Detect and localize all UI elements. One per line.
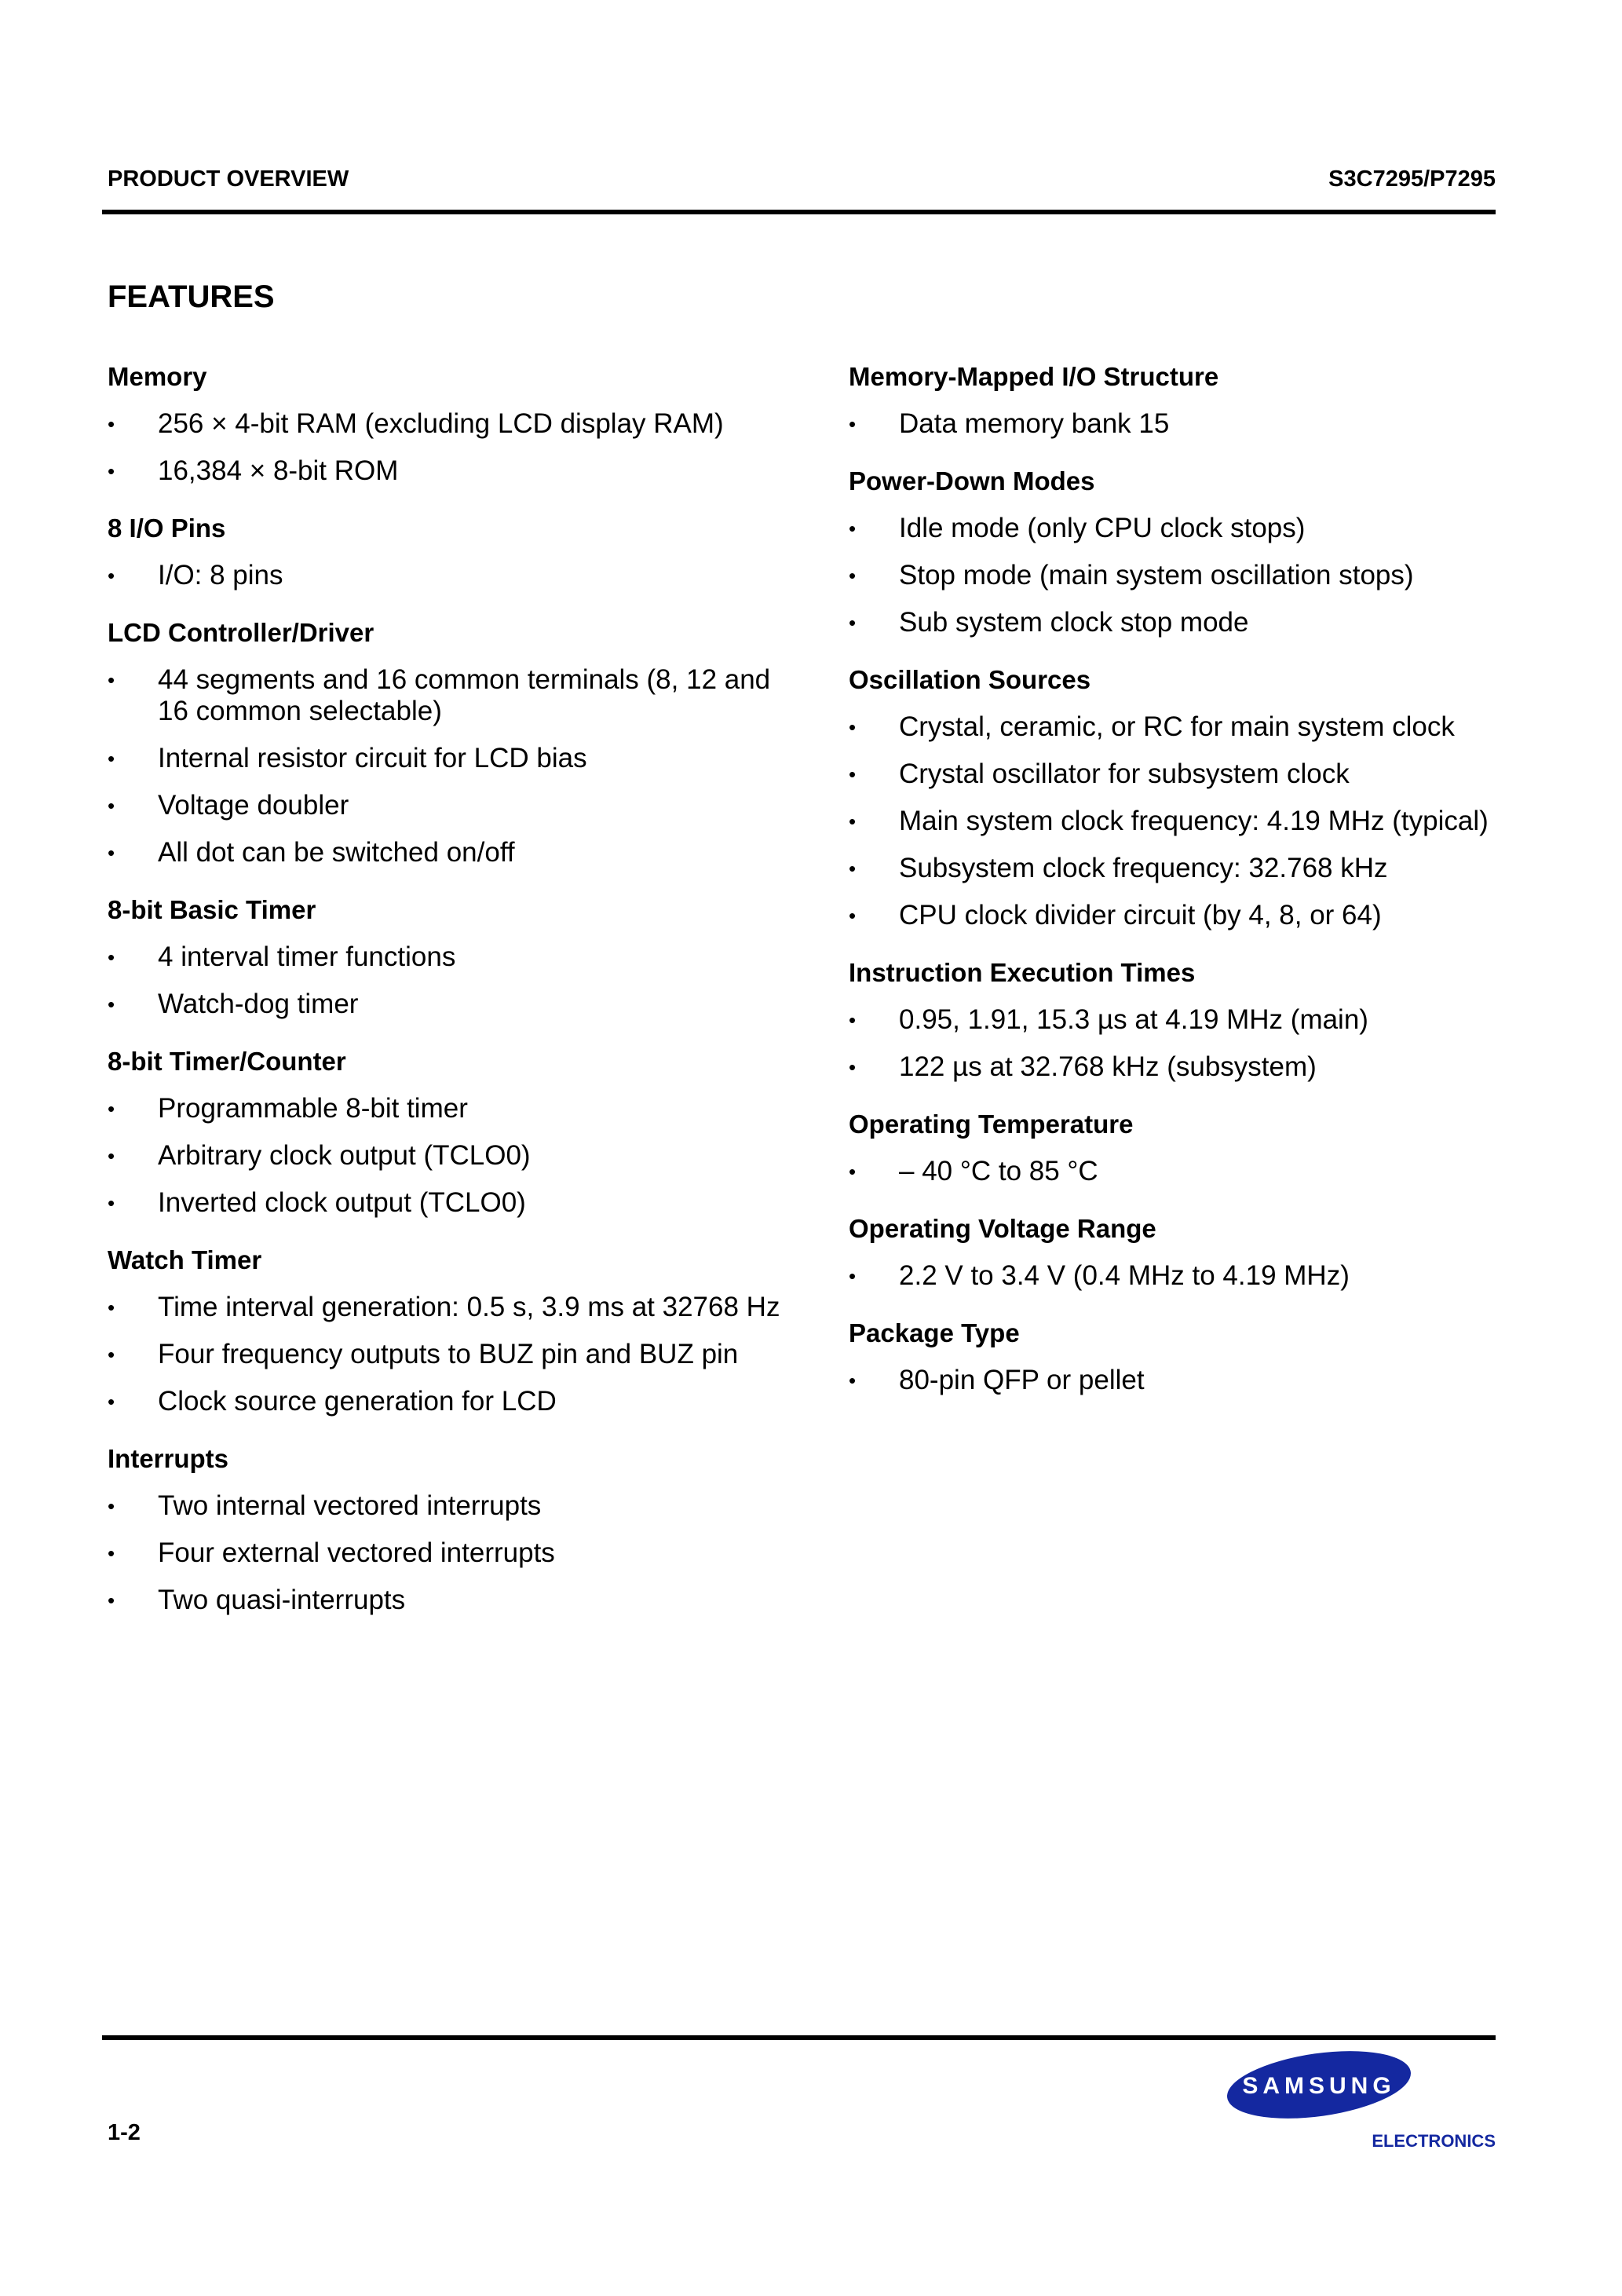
feature-bullet-item: • Programmable 8-bit timer [108, 1093, 798, 1124]
right-feature-column [849, 361, 1540, 1422]
feature-section [849, 1213, 1540, 1292]
feature-bullet-item: • Data memory bank 15 [849, 408, 1540, 440]
feature-section-heading: 8 I/O Pins [108, 514, 226, 543]
feature-section-heading: Memory [108, 362, 207, 391]
feature-bullet-item: • Stop mode (main system oscillation stops) [849, 560, 1540, 591]
feature-bullet-item: • Idle mode (only CPU clock stops) [849, 513, 1540, 544]
feature-bullet-item: • Two quasi-interrupts [108, 1585, 798, 1616]
page-number: 1-2 [108, 2120, 141, 2145]
feature-bullet-item: • Main system clock frequency: 4.19 MHz (typical) [849, 806, 1540, 837]
header-rule [102, 210, 1496, 214]
feature-section [108, 361, 798, 487]
feature-bullet-item: • CPU clock divider circuit (by 4, 8, or 64) [849, 900, 1540, 931]
feature-bullet-item: • 16,384 × 8-bit ROM [108, 455, 798, 487]
footer-rule [102, 2035, 1496, 2040]
feature-bullet-item: • 122 µs at 32.768 kHz (subsystem) [849, 1051, 1540, 1083]
feature-bullet-item: • Inverted clock output (TCLO0) [108, 1187, 798, 1219]
header-part-number: S3C7295/P7295 [1328, 166, 1496, 192]
feature-section [108, 513, 798, 591]
feature-section [108, 1046, 798, 1219]
header-section-title: PRODUCT OVERVIEW [108, 166, 349, 192]
feature-section [849, 1109, 1540, 1187]
feature-bullet-item: • Sub system clock stop mode [849, 607, 1540, 638]
page-title: FEATURES [108, 280, 275, 314]
feature-section-heading: 8-bit Basic Timer [108, 895, 316, 924]
feature-section [108, 894, 798, 1020]
feature-section-heading: Watch Timer [108, 1245, 262, 1274]
feature-section-heading: Memory-Mapped I/O Structure [849, 362, 1219, 391]
feature-bullet-item: • I/O: 8 pins [108, 560, 798, 591]
feature-bullet-item: • – 40 °C to 85 °C [849, 1156, 1540, 1187]
feature-bullet-item: • 2.2 V to 3.4 V (0.4 MHz to 4.19 MHz) [849, 1260, 1540, 1292]
feature-section-heading: Operating Voltage Range [849, 1214, 1156, 1243]
feature-bullet-item: • Four frequency outputs to BUZ pin and BUZ pin [108, 1339, 798, 1370]
feature-section [849, 361, 1540, 440]
feature-bullet-item: • Subsystem clock frequency: 32.768 kHz [849, 853, 1540, 884]
feature-section-heading: Operating Temperature [849, 1110, 1134, 1139]
samsung-logo-wordmark: SAMSUNG [1242, 2073, 1396, 2099]
feature-bullet-item: • Four external vectored interrupts [108, 1537, 798, 1569]
samsung-logo [1225, 2049, 1500, 2152]
feature-bullet-item: • Arbitrary clock output (TCLO0) [108, 1140, 798, 1172]
feature-bullet-item: • Clock source generation for LCD [108, 1386, 798, 1417]
feature-section-heading: 8-bit Timer/Counter [108, 1047, 346, 1076]
feature-section [108, 1245, 798, 1417]
feature-section-heading: Oscillation Sources [849, 665, 1091, 694]
feature-bullet-item: • 4 interval timer functions [108, 941, 798, 973]
feature-bullet-item: • Voltage doubler [108, 790, 798, 821]
feature-bullet-item: • All dot can be switched on/off [108, 837, 798, 868]
feature-section-heading: Power-Down Modes [849, 466, 1095, 495]
feature-section [849, 466, 1540, 638]
feature-section [108, 617, 798, 868]
feature-bullet-item: • Crystal, ceramic, or RC for main system clock [849, 711, 1540, 743]
feature-section-heading: Instruction Execution Times [849, 958, 1196, 987]
feature-section-heading: LCD Controller/Driver [108, 618, 374, 647]
feature-bullet-item: • 44 segments and 16 common terminals (8, 12 and 16 common selectable) [108, 664, 798, 727]
feature-section [849, 957, 1540, 1083]
feature-section [108, 1443, 798, 1616]
feature-bullet-item: • Watch-dog timer [108, 989, 798, 1020]
feature-section-heading: Package Type [849, 1318, 1020, 1347]
feature-bullet-item: • Time interval generation: 0.5 s, 3.9 ms at 32768 Hz [108, 1292, 798, 1323]
feature-section-heading: Interrupts [108, 1444, 229, 1473]
feature-section [849, 664, 1540, 931]
feature-bullet-item: • 256 × 4-bit RAM (excluding LCD display RAM) [108, 408, 798, 440]
feature-bullet-item: • 0.95, 1.91, 15.3 µs at 4.19 MHz (main) [849, 1004, 1540, 1036]
feature-bullet-item: • Two internal vectored interrupts [108, 1490, 798, 1522]
feature-bullet-item: • Crystal oscillator for subsystem clock [849, 759, 1540, 790]
left-feature-column [108, 361, 798, 1642]
feature-section [849, 1318, 1540, 1396]
samsung-logo-subtitle: ELECTRONICS [1372, 2131, 1496, 2151]
feature-bullet-item: • Internal resistor circuit for LCD bias [108, 743, 798, 774]
feature-bullet-item: • 80-pin QFP or pellet [849, 1365, 1540, 1396]
